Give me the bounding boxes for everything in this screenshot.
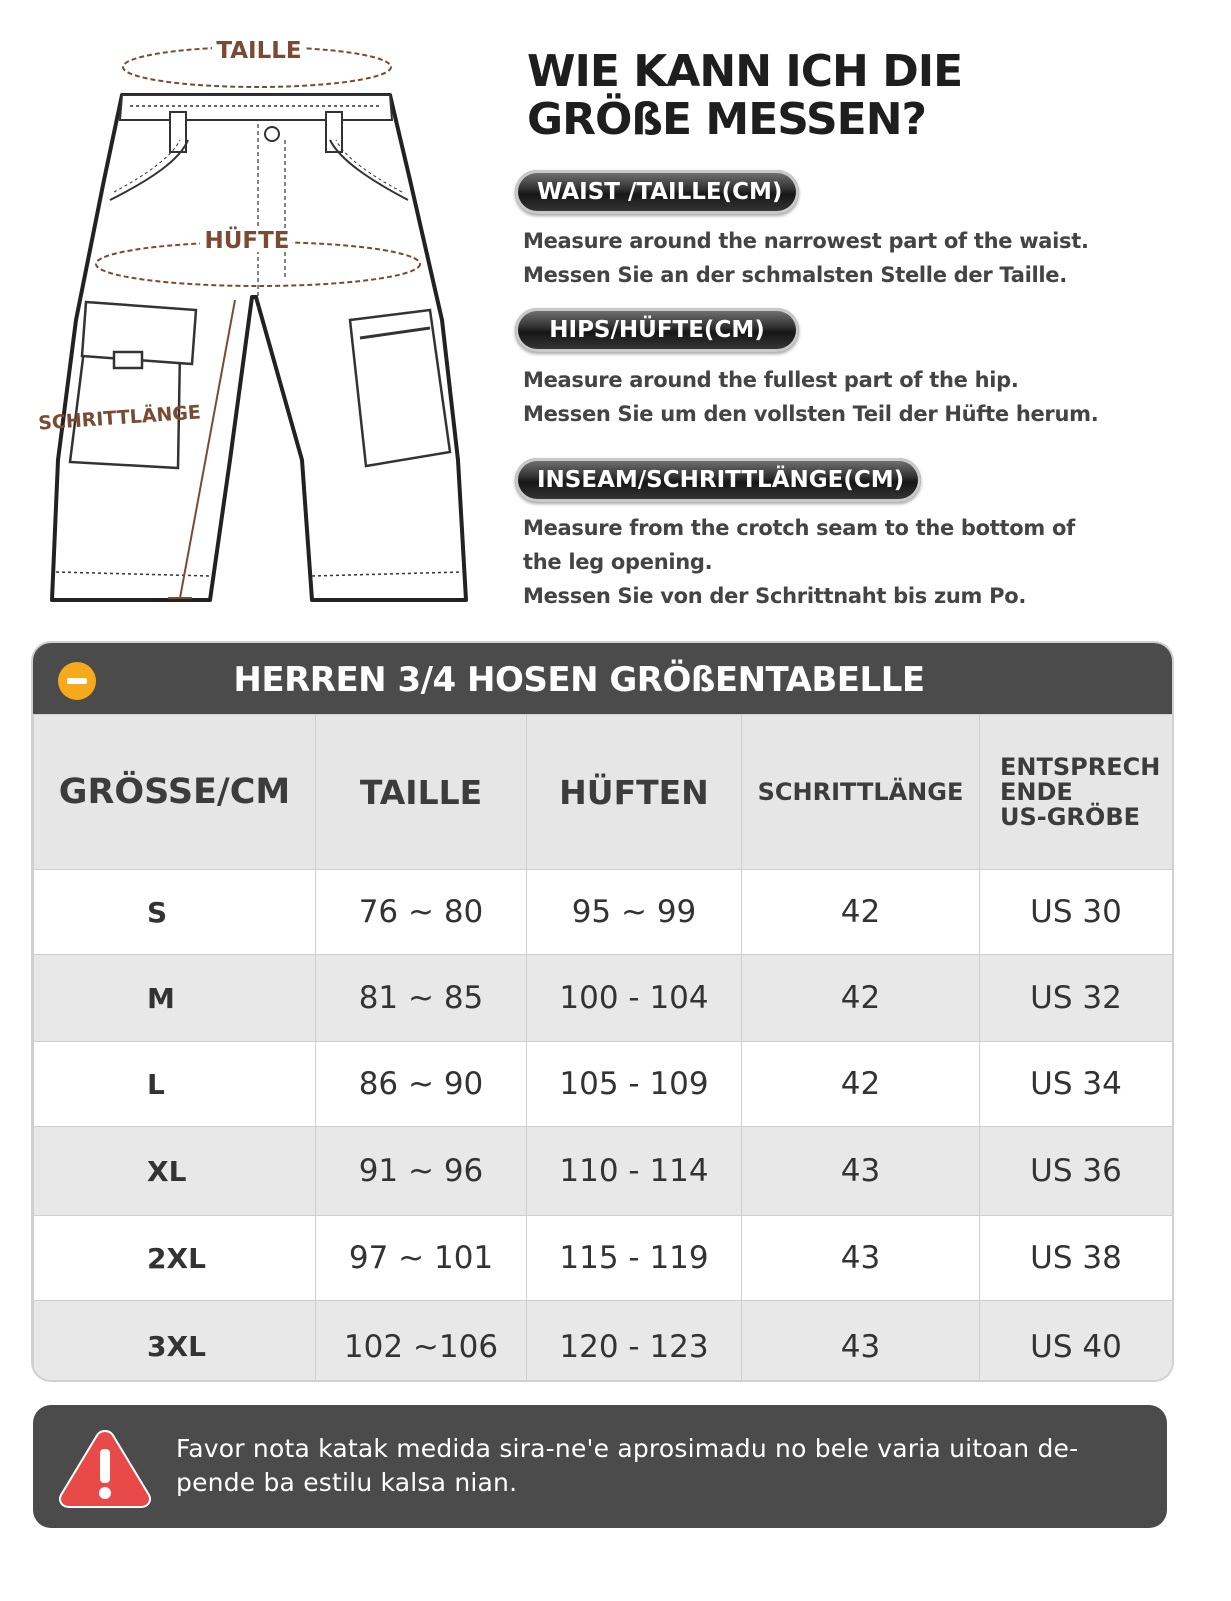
size-chart-table [33, 643, 1172, 1380]
cell-us-size: US 32 [980, 955, 1173, 1042]
header-size: GRÖSSE/CM [34, 715, 316, 870]
cell-us-size: US 30 [980, 870, 1173, 955]
cell-waist: 81 ~ 85 [316, 955, 527, 1042]
size-table-grid [33, 714, 1172, 1380]
waist-pill: WAIST /TAILLE(CM) [515, 170, 799, 214]
table-row [34, 1301, 1173, 1381]
waist-description [523, 224, 1203, 292]
cell-waist: 91 ~ 96 [316, 1127, 527, 1216]
hips-pill: HIPS/HÜFTE(CM) [515, 308, 799, 352]
table-row [34, 1216, 1173, 1301]
cell-inseam: 42 [742, 955, 980, 1042]
waist-description-en: Measure around the narrowest part of the waist. [523, 229, 1089, 253]
cell-waist: 86 ~ 90 [316, 1042, 527, 1127]
inseam-label: SCHRITTLÄNGE [37, 401, 202, 435]
cell-size: 2XL [34, 1216, 316, 1301]
cell-inseam: 43 [742, 1127, 980, 1216]
hip-label: HÜFTE [204, 228, 290, 254]
cell-size: 3XL [34, 1301, 316, 1381]
cell-hips: 100 - 104 [527, 955, 742, 1042]
inseam-pill: INSEAM/SCHRITTLÄNGE(CM) [515, 458, 921, 502]
warning-icon [57, 1427, 153, 1509]
cell-size: S [34, 870, 316, 955]
cell-hips: 115 - 119 [527, 1216, 742, 1301]
disclaimer-line-2: pende ba estilu kalsa nian. [176, 1468, 518, 1497]
cell-inseam: 43 [742, 1216, 980, 1301]
cell-inseam: 43 [742, 1301, 980, 1381]
cell-us-size: US 34 [980, 1042, 1173, 1127]
disclaimer-line-1: Favor nota katak medida sira-ne'e aprosimadu no bele varia uitoan de- [176, 1434, 1079, 1463]
cell-size: XL [34, 1127, 316, 1216]
cell-size: L [34, 1042, 316, 1127]
waist-label: TAILLE [216, 38, 302, 64]
cell-hips: 110 - 114 [527, 1127, 742, 1216]
cell-size: M [34, 955, 316, 1042]
disclaimer-note [33, 1405, 1167, 1528]
table-row [34, 955, 1173, 1042]
cell-inseam: 42 [742, 1042, 980, 1127]
cell-hips: 95 ~ 99 [527, 870, 742, 955]
page-title [527, 48, 1187, 144]
disclaimer-text [176, 1432, 1146, 1500]
inseam-description [523, 511, 1203, 613]
header-us-line-1: ENTSPRECH [1000, 752, 1161, 781]
cell-us-size: US 40 [980, 1301, 1173, 1381]
cell-us-size: US 38 [980, 1216, 1173, 1301]
header-us-line-2: ENDE [1000, 777, 1073, 806]
cell-waist: 76 ~ 80 [316, 870, 527, 955]
cell-waist: 97 ~ 101 [316, 1216, 527, 1301]
inseam-description-en-1: Measure from the crotch seam to the bottom of [523, 516, 1075, 540]
inseam-description-en-2: the leg opening. [523, 550, 713, 574]
cell-inseam: 42 [742, 870, 980, 955]
table-header-row [34, 715, 1173, 870]
cell-us-size: US 36 [980, 1127, 1173, 1216]
cell-hips: 120 - 123 [527, 1301, 742, 1381]
header-hips: HÜFTEN [527, 715, 742, 870]
header-waist: TAILLE [316, 715, 527, 870]
table-row [34, 1042, 1173, 1127]
header-us-size [980, 715, 1173, 870]
cell-waist: 102 ~106 [316, 1301, 527, 1381]
hips-description-de: Messen Sie um den vollsten Teil der Hüfte herum. [523, 402, 1099, 426]
inseam-description-de: Messen Sie von der Schrittnaht bis zum Po. [523, 584, 1027, 608]
pants-illustration [30, 20, 500, 620]
hips-description-en: Measure around the fullest part of the hip. [523, 368, 1019, 392]
header-us-line-3: US-GRÖBE [1000, 802, 1141, 831]
cell-hips: 105 - 109 [527, 1042, 742, 1127]
header-inseam: SCHRITTLÄNGE [742, 715, 980, 870]
table-row [34, 870, 1173, 955]
table-title: HERREN 3/4 HOSEN GRÖßENTABELLE [233, 660, 925, 700]
page-title-line-1: WIE KANN ICH DIE [527, 46, 963, 97]
hips-description [523, 363, 1203, 431]
page-title-line-2: GRÖßE MESSEN? [527, 94, 927, 145]
table-header-bar [33, 643, 1172, 714]
cargo-pockets [70, 302, 450, 468]
waist-description-de: Messen Sie an der schmalsten Stelle der Taille. [523, 263, 1067, 287]
table-row [34, 1127, 1173, 1216]
